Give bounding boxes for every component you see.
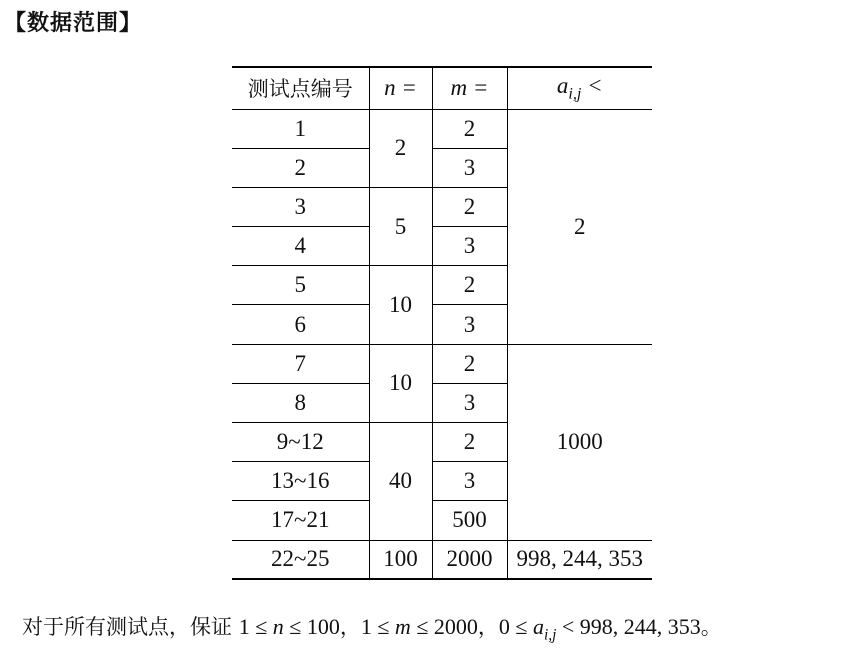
cell-test-id: 17~21 [232, 501, 369, 540]
cell-n: 100 [369, 540, 432, 579]
cell-m: 2 [432, 423, 507, 462]
cell-m: 3 [432, 148, 507, 187]
table-row [232, 344, 652, 383]
section-heading: 【数据范围】 [4, 11, 143, 36]
cell-test-id: 4 [232, 227, 369, 266]
note-prefix: 对于所有测试点，保证 [22, 615, 239, 639]
cell-n: 2 [369, 109, 432, 187]
note-suffix: 。 [700, 615, 722, 639]
cell-m: 3 [432, 383, 507, 422]
cell-test-id: 8 [232, 383, 369, 422]
cell-test-id: 5 [232, 266, 369, 305]
constraint-n: 1 ≤ n ≤ 100 [238, 614, 340, 639]
data-range-table [232, 66, 652, 580]
header-n: n = [369, 67, 432, 109]
note-separator: ， [339, 615, 361, 639]
cell-m: 2 [432, 187, 507, 226]
cell-m: 3 [432, 227, 507, 266]
cell-test-id: 22~25 [232, 540, 369, 579]
header-a: $a_{i,j}$ < [507, 67, 652, 109]
cell-test-id: 6 [232, 305, 369, 344]
cell-a: 998, 244, 353 [507, 540, 652, 579]
cell-m: 2000 [432, 540, 507, 579]
constraint-a: $0 \le a_{i,j} < 998$, 244, 353 [498, 614, 701, 644]
header-m: m = [432, 67, 507, 109]
cell-m: 500 [432, 501, 507, 540]
cell-test-id: 3 [232, 187, 369, 226]
cell-test-id: 13~16 [232, 462, 369, 501]
note-separator: ， [477, 615, 499, 639]
cell-test-id: 1 [232, 109, 369, 148]
cell-m: 3 [432, 462, 507, 501]
constraint-m: 1 ≤ m ≤ 2000 [360, 614, 478, 639]
cell-test-id: 7 [232, 344, 369, 383]
constraint-note [22, 612, 722, 650]
cell-n: 10 [369, 344, 432, 422]
cell-n: 10 [369, 266, 432, 344]
cell-m: 3 [432, 305, 507, 344]
table-row [232, 540, 652, 579]
table-row [232, 109, 652, 148]
cell-a: 1000 [507, 344, 652, 540]
cell-test-id: 9~12 [232, 423, 369, 462]
cell-m: 2 [432, 109, 507, 148]
cell-n: 40 [369, 423, 432, 541]
header-test-id: 测试点编号 [232, 67, 369, 109]
cell-n: 5 [369, 187, 432, 265]
table-header-row [232, 67, 652, 109]
cell-test-id: 2 [232, 148, 369, 187]
cell-m: 2 [432, 266, 507, 305]
cell-a: 2 [507, 109, 652, 344]
cell-m: 2 [432, 344, 507, 383]
